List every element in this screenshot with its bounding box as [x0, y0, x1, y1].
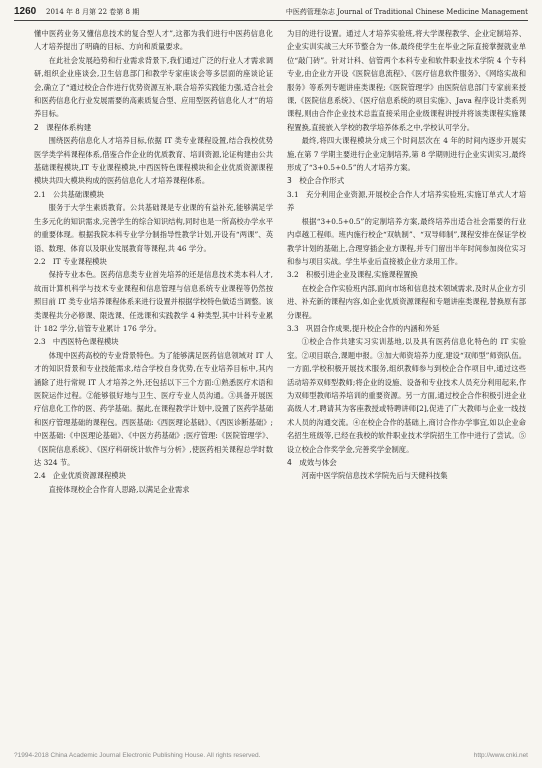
left-column: [34, 27, 273, 496]
paragraph: 服务于大学生素质教育。公共基础课是专业课的有益补充,能够满足学生多元化的知识需求,完善学生的综合知识结构,同时也是一所高校办学水平的重要体现。根据我院本科专业学分制指导性教学计划,开设有“两课”、英语、数理、体育以及职业发展教育等课程,共 46 学分。: [34, 203, 273, 253]
subsection-heading: 2.1 公共基础课模块: [34, 189, 104, 199]
subsection-heading: 3.2 积极引进企业及课程,实施课程置换: [287, 270, 418, 280]
issue-info: 2014 年 8 月第 22 卷第 8 期: [46, 8, 140, 16]
paragraph: 在此社会发展趋势和行业需求背景下,我们通过广泛的行业人才需求调研,组织企业座谈会,卫生信息部门和教学专家座谈会等多层面的座谈论证会,确立了“通过校企合作进行优势资源互补,联合培养实践能力强,适合社会和医药信息化行业发展需要的高素质复合型、应用型医药信息化人才”的培养目标。: [34, 55, 273, 119]
paragraph: 体现中医药高校的专业背景特色。为了能够满足医药信息领域对 IT 人才的知识背景和专业技能需求,结合学校自身优势,在专业培养目标中,其内涵除了进行常规 IT 人才培养之外,还包括以下三个方面:①熟悉医疗术语和医院运作过程。②能够很好地与卫生、医疗专业人员沟通。③具备开展医疗信息化工作的医、药学基础。据此,在课程教学计划中,设置了医药学基础和医疗管理基础的课程包。西医基础:《西医理论基础》、《西医诊断基础》;中医基础:《中医理论基础》、《中医方药基础》;医疗管理:《医院管理学》、《医院信息系统》、《医疗科研统计软件与分析》,使医药相关课程总学时数达 324 节。: [34, 350, 273, 467]
page-number: 1260: [14, 6, 37, 17]
paragraph: 最终,将四大课程模块分成三个时间层次在 4 年的时间内逐步开展实施,在第 7 学期主要进行企业定制培养,第 8 学期则进行企业实训实习,最终形成了“3+0.5+0.5”的人才培养方案。: [287, 136, 526, 173]
paragraph: ①校企合作共建实习实训基地,以及具有医药信息化特色的 IT 实验室。②项目联合,课题申报。③加大师资培养力度,建设“双师型”师资队伍。一方面,学校积极开展技术服务,组织教师参与到校企合作项目中,通过这些活动培养双师型教师;将企业的设施、设备和专业技术人员充分利用起来,作为双师型教师培养培训的重要资源。另一方面,通过校企合作积极引进企业高级人才,聘请其为客座教授或特聘讲师[2],促进了广大教师与企业一线技术人员的沟通交流。④在校企合作的基础上,商讨合作办学事宜,如以企业命名招生班级等,已经在我校的软件职业技术学院招生工作中进行了尝试。⑤设立校企合作奖学金,完善奖学金制度。: [287, 337, 526, 454]
right-column: [287, 27, 526, 483]
section-heading: 3 校企合作形式: [287, 176, 345, 186]
paragraph: 在校企合作实验班内部,面向市场和信息技术领域需求,及时从企业方引进、补充新的课程内容,如企业优质资源课程和专题讲座类课程,替换原有部分课程。: [287, 283, 526, 320]
paragraph: 保持专业本色。医药信息类专业首先培养的还是信息技术类本科人才,故而计算机科学与技术专业课程和信息管理与信息系统专业课程等仍然按照目前 IT 类专业培养课程体系来进行设置并根据学校特色做适当调整。该类课程共分必修课、限选课、任选课和实践教学 4 种类型,其中计科专业累计 182 学分,信管专业累计 176 学分。: [34, 270, 273, 333]
subsection-heading: 2.3 中西医特色课程模块: [34, 337, 119, 347]
paragraph: 河南中医学院信息技术学院先后与天健科技集: [301, 471, 448, 481]
subsection-heading: 3.1 充分利用企业资源,开展校企合作人才培养实验班,实施订单式人才培养: [287, 189, 526, 213]
running-header: [14, 6, 528, 21]
cnki-link[interactable]: http://www.cnki.net: [473, 752, 528, 759]
subsection-heading: 2.2 IT 专业课程模块: [34, 256, 107, 266]
paragraph: 懂中医药业务又懂信息技术的复合型人才”,这都为我们进行中医药信息化人才培养提出了明确的目标、方向和质量要求。: [34, 29, 273, 52]
paragraph: 围绕医药信息化人才培养目标,依据 IT 类专业课程设置,结合我校优势医学类学科课程体系,借鉴合作企业的优质教育、培训资源,论证构建由公共基础课程模块,IT 专业课程模块,中西医特色课程模块和企业优质资源课程模块共四大模块构成的医药信息化人才培养课程体系。: [34, 136, 273, 186]
paragraph: 为目的进行设置。通过人才培养实验班,将大学课程教学、企业定制培养、企业实训实战三大环节整合为一体,最终使学生在毕业之际直接掌握就业单位“敲门砖”。针对计科、信管两个本科专业和软件职业技术学院 4 个专科专业,由企业方开设《医院信息流程》、《医疗信息软件服务》、《网络实战和服务》等系列专题讲座类课程;《医院管理学》由医院信息部门专家前来授课,《医院信息系统》、《医疗信息系统的项目实施》、Java 程序设计类系列课程,则由合作企业技术总监直接采用企业级课程讲授并将该类课程实施课程置换,直接嵌入学校的教学培养体系之中,学校认可学分。: [287, 29, 526, 132]
copyright-notice: ?1994-2018 China Academic Journal Electronic Publishing House. All rights reserved.: [14, 752, 261, 759]
paragraph: 根据“3+0.5+0.5”的定制培养方案,最终培养出适合社会需要的行业内卓越工程师。班内施行校企“双轨制”、“双导师制”,课程安排在保证学校教学计划的基础上,合理穿插企业方课程,并专门留出半年时间参加岗位实习和参与项目实战。学生毕业后直接被企业方录用工作。: [287, 216, 526, 266]
copyright-footer: [14, 752, 528, 759]
section-heading: 2 课程体系构建: [34, 122, 92, 132]
subsection-heading: 3.3 巩固合作成果,提升校企合作的内涵和外延: [287, 323, 440, 333]
paragraph: 直接体现校企合作育人思路,以满足企业需求: [48, 484, 190, 494]
subsection-heading: 2.4 企业优质资源课程模块: [34, 471, 126, 481]
section-heading: 4 成效与体会: [287, 458, 337, 467]
journal-name: 中医药管理杂志 Journal of Traditional Chinese Medicine Management: [285, 8, 528, 16]
